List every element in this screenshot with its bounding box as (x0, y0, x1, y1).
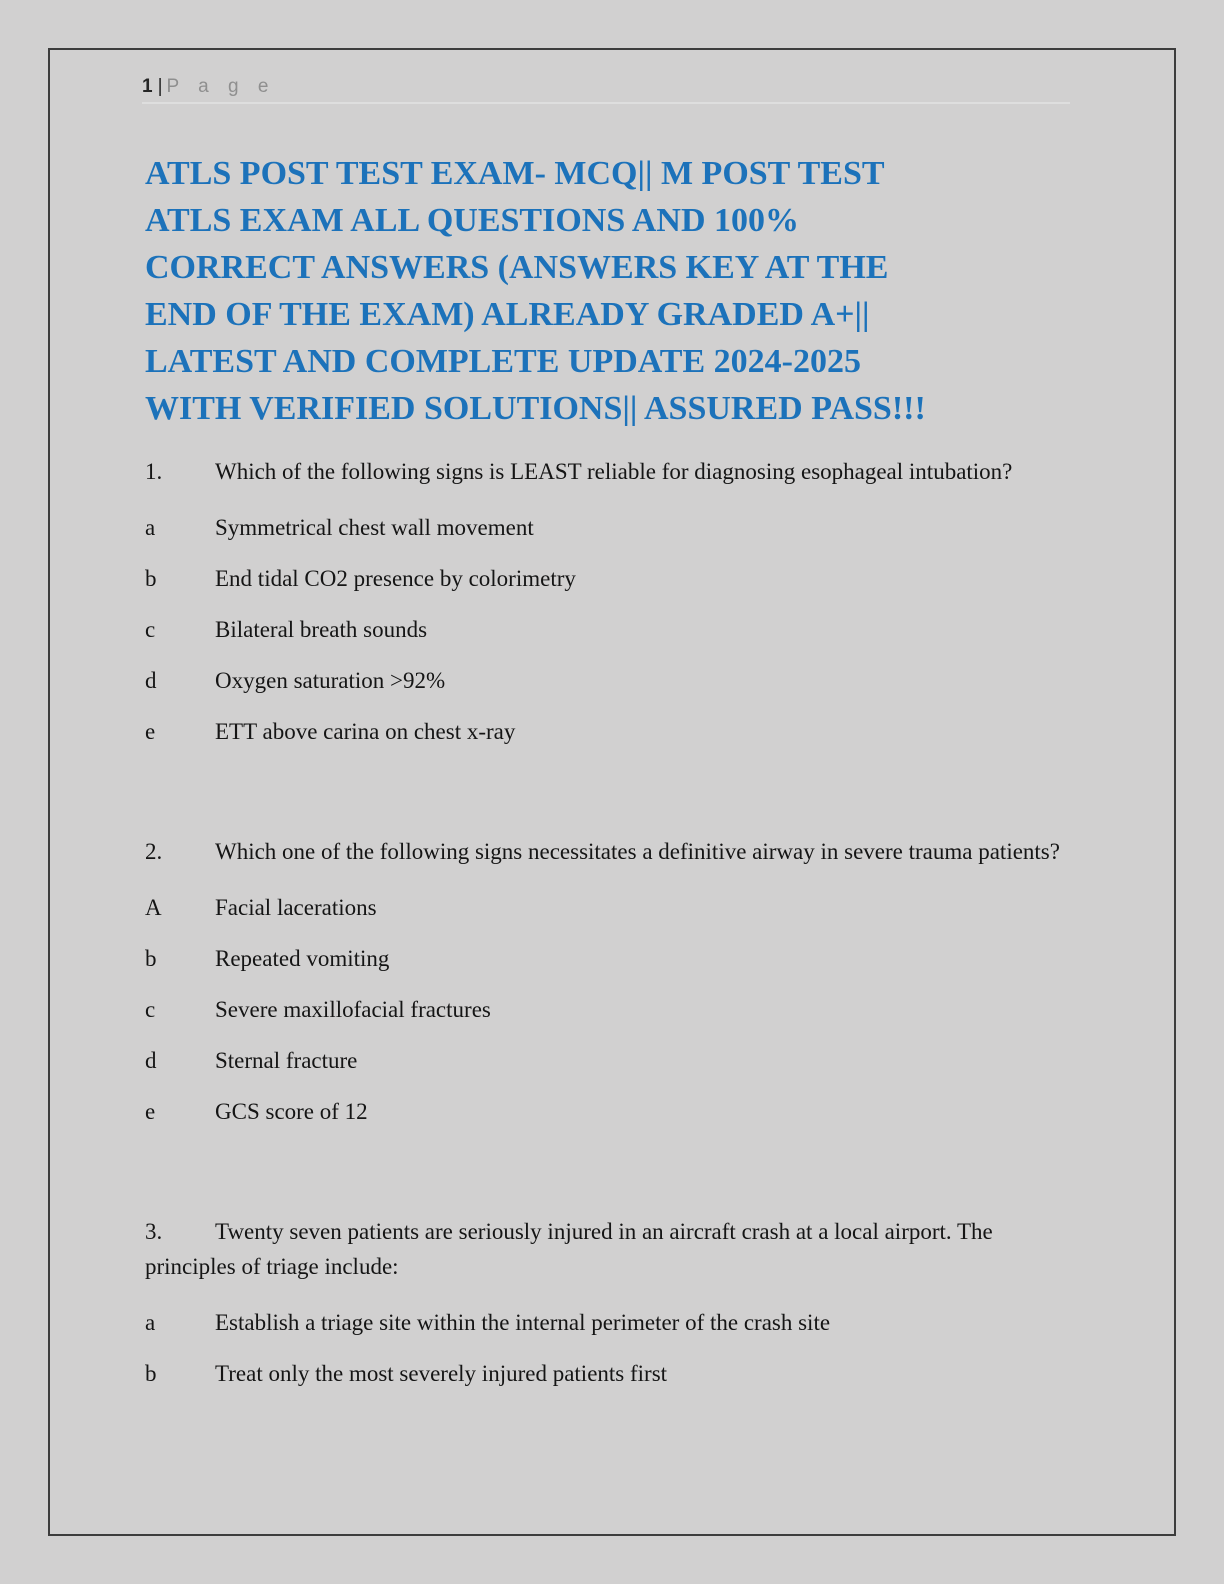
option-letter: e (145, 719, 156, 744)
question-2-number: 2. (145, 839, 163, 864)
title-line: LATEST AND COMPLETE UPDATE 2024-2025 (145, 343, 861, 380)
question-2-text (145, 834, 1070, 869)
document-page (48, 48, 1176, 1536)
question-block-2 (145, 834, 1070, 1129)
option-text: ETT above carina on chest x-ray (215, 719, 516, 744)
question-1-number: 1. (145, 459, 163, 484)
page-header (142, 75, 1070, 104)
question-list (145, 454, 1070, 1391)
question-2-option-a (145, 890, 1070, 925)
question-3-body: Twenty seven patients are seriously injured in an aircraft crash at a local airport. The principles of triage include: (145, 1219, 993, 1279)
question-block-1 (145, 454, 1070, 749)
question-2-option-b (145, 941, 1070, 976)
question-1-option-e (145, 714, 1070, 749)
option-text: Treat only the most severely injured patients first (215, 1361, 668, 1386)
option-text: Severe maxillofacial fractures (215, 997, 491, 1022)
option-letter: c (145, 617, 156, 642)
option-letter: d (145, 1048, 157, 1073)
option-text: Establish a triage site within the internal perimeter of the crash site (215, 1310, 831, 1335)
option-text: GCS score of 12 (215, 1099, 368, 1124)
option-letter: d (145, 668, 157, 693)
option-text: Sternal fracture (215, 1048, 358, 1073)
option-letter: a (145, 1310, 156, 1335)
question-3-text (145, 1214, 1070, 1284)
question-1-body: Which of the following signs is LEAST reliable for diagnosing esophageal intubation? (215, 459, 1013, 484)
question-2-option-c (145, 992, 1070, 1027)
question-1-option-d (145, 663, 1070, 698)
question-2-option-d (145, 1043, 1070, 1078)
option-letter: e (145, 1099, 156, 1124)
option-text: Repeated vomiting (215, 946, 390, 971)
option-letter: A (145, 895, 162, 920)
question-2-body: Which one of the following signs necessitates a definitive airway in severe trauma patients? (215, 839, 1060, 864)
option-letter: b (145, 946, 157, 971)
option-text: End tidal CO2 presence by colorimetry (215, 566, 576, 591)
title-line: WITH VERIFIED SOLUTIONS|| ASSURED PASS!!! (145, 390, 926, 427)
question-1-option-b (145, 561, 1070, 596)
question-3-option-b (145, 1356, 1070, 1391)
option-text: Symmetrical chest wall movement (215, 515, 534, 540)
option-letter: c (145, 997, 156, 1022)
page-header-label: P a g e (166, 76, 276, 97)
title-line: ATLS EXAM ALL QUESTIONS AND 100% (145, 202, 800, 239)
question-1-option-a (145, 510, 1070, 545)
question-1-text (145, 454, 1070, 489)
option-letter: b (145, 1361, 157, 1386)
option-text: Oxygen saturation >92% (215, 668, 446, 693)
question-block-3 (145, 1214, 1070, 1391)
title-line: ATLS POST TEST EXAM- MCQ|| M POST TEST (145, 155, 885, 192)
question-3-option-a (145, 1305, 1070, 1340)
question-2-option-e (145, 1094, 1070, 1129)
question-1-option-c (145, 612, 1070, 647)
page-header-separator: | (157, 76, 163, 97)
option-letter: a (145, 515, 156, 540)
option-letter: b (145, 566, 157, 591)
title-line: CORRECT ANSWERS (ANSWERS KEY AT THE (145, 249, 889, 286)
option-text: Facial lacerations (215, 895, 377, 920)
title-line: END OF THE EXAM) ALREADY GRADED A+|| (145, 296, 870, 333)
page-number: 1 (142, 76, 153, 97)
document-title (145, 150, 1070, 432)
header-rule (142, 102, 1070, 104)
option-text: Bilateral breath sounds (215, 617, 428, 642)
question-3-number: 3. (145, 1219, 163, 1244)
